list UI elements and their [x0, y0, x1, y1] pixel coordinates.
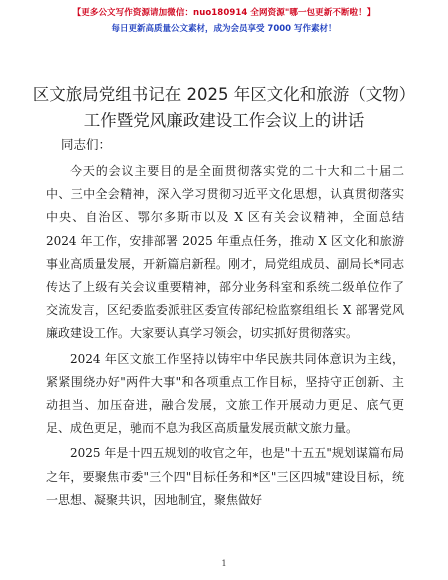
paragraph-3: 2025 年是十四五规划的收官之年，也是"十五五"规划谋篇布局之年，要聚焦市委"三个四"目标任务和*区"三区四城"建设目标，统一思想、凝聚共识，因地制宜，聚焦做好	[46, 446, 404, 507]
paragraph-1: 今天的会议主要目的是全面贯彻落实党的二十大和二十届二中、三中全会精神，深入学习贯彻习近平文化思想，认真贯彻落实中央、自治区、鄂尔多斯市以及 X 区有关会议精神，全面总结 2024 年工作，安排部署 2025 年重点任务，推动 X 区文化和旅游事业高质量发展，开新篇启新程。刚才，局党组成员、副局长*同志传达了上级有关会议重要精神，部分业务科室和系统二级单位作了交流发言，区纪委监委派驻区委宣传部纪检监察组组长 X 部署党风廉政建设工作。大家要认真学习领会，切实抓好贯彻落实。	[46, 164, 404, 341]
promo-banner-line1: 【更多公文写作资源请加微信：nuo180914 全网资源"哪一包更新不断啦！】	[72, 8, 376, 18]
promo-banner	[0, 6, 448, 34]
salutation: 同志们：	[61, 137, 112, 152]
page-number: 1	[221, 559, 227, 568]
document-body	[46, 160, 404, 514]
promo-banner-line2: 每日更新高质量公文素材，成为会员享受 7000 写作素材！	[111, 24, 337, 34]
document-title: 区文旅局党组书记在 2025 年区文化和旅游（文物）工作暨党风廉政建设工作会议上的讲话	[32, 85, 416, 130]
paragraph-2: 2024 年区文旅工作坚持以铸牢中华民族共同体意识为主线，紧紧围绕办好"两件大事"和各项重点工作目标，坚持守正创新、主动担当、加压奋进，融合发展，文旅工作开展动力更足、底气更足、成色更足，驰而不息为我区高质量发展贡献文旅力量。	[46, 351, 404, 436]
